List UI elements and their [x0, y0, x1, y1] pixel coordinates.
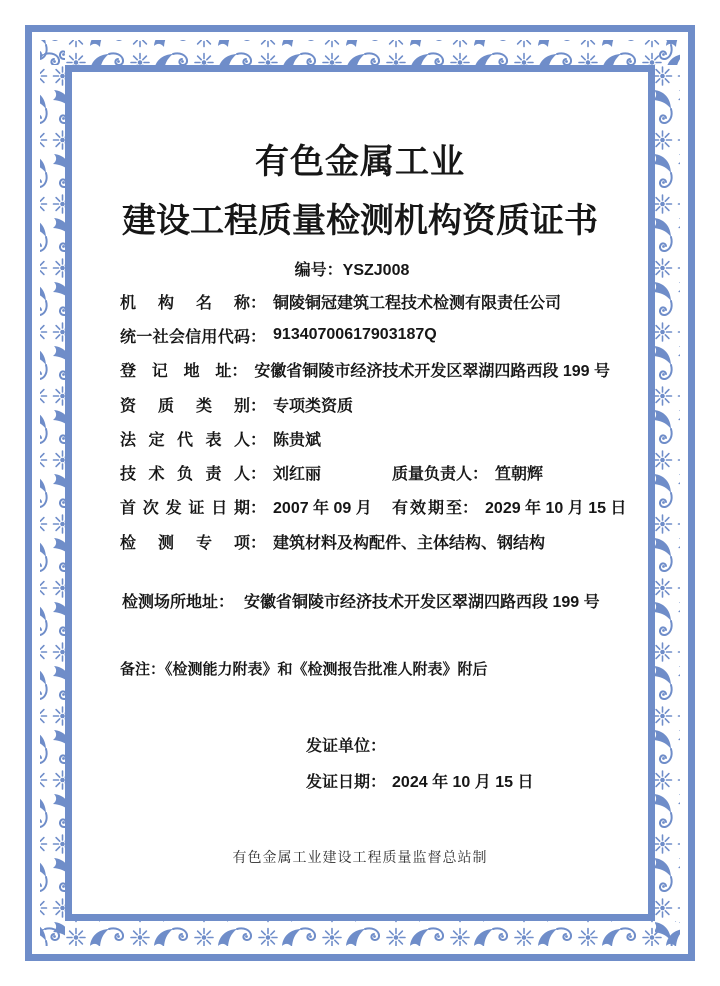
field-value: 安徽省铜陵市经济技术开发区翠湖四路西段 199 号 [244, 594, 600, 611]
issue-date-line: 发证日期： 2024 年 10 月 15 日 [306, 774, 534, 791]
issuer-line: 发证单位： [306, 738, 387, 755]
issue-date-value: 2024 年 10 月 15 日 [392, 774, 534, 791]
field-label: 首 次 发 证 日 期 [120, 500, 250, 518]
field-value: 2007 年 09 月 [273, 500, 372, 518]
field-label: 统 一 社 会 信 用 代 码 [120, 328, 250, 346]
field-label: 资 质 类 别 [120, 397, 250, 415]
field-row-org-name: 机 构 名 称 ： 铜陵铜冠建筑工程技术检测有限责任公司 [120, 284, 610, 318]
serial-number: YSZJ008 [342, 262, 410, 279]
field-col2-valid-until: 有 效 期 至 ： 2029 年 10 月 15 日 [392, 490, 626, 524]
field-label: 登 记 地 址 [120, 363, 232, 381]
field-row-qualification-type: 资 质 类 别 ： 专项类资质 [120, 387, 610, 421]
field-value: 陈贵斌 [273, 431, 322, 449]
field-label: 质量负责人 [392, 466, 473, 484]
remark-note: 备注：《检测能力附表》和《检测报告批准人附表》附后 [120, 661, 488, 678]
field-row-testing-specialties: 检 测 专 项 ： 建筑材料及构配件、主体结构、钢结构 [120, 524, 610, 558]
issuer-label: 发证单位 [306, 738, 371, 755]
page-subtitle: 建设工程质量检测机构资质证书 [122, 202, 598, 240]
field-value: 专项类资质 [273, 397, 354, 415]
field-row-legal-representative: 法 定 代 表 人 ： 陈贵斌 [120, 421, 610, 455]
testing-site-address-line: 检测场所地址： 安徽省铜陵市经济技术开发区翠湖四路西段 199 号 [122, 594, 600, 611]
page-title: 有色金属工业 [255, 143, 465, 181]
field-value: 安徽省铜陵市经济技术开发区翠湖四路西段 199 号 [254, 363, 610, 381]
serial-line [72, 257, 632, 280]
field-label: 检 测 专 项 [120, 534, 250, 552]
issue-date-label: 发证日期 [306, 774, 371, 791]
field-label: 有 效 期 至 [392, 500, 462, 518]
field-list [120, 284, 627, 558]
field-label: 检测场所地址 [122, 594, 219, 611]
serial-colon: ： [326, 262, 343, 279]
field-row-registered-address: 登 记 地 址 ： 安徽省铜陵市经济技术开发区翠湖四路西段 199 号 [120, 353, 610, 387]
field-value: 刘红丽 [273, 466, 322, 484]
field-value: 笪朝辉 [495, 466, 544, 484]
field-label: 技 术 负 责 人 [120, 466, 250, 484]
footer-imprint: 有色金属工业建设工程质量监督总站制 [232, 851, 488, 866]
field-label: 机 构 名 称 [120, 294, 250, 312]
field-value: 建筑材料及构配件、主体结构、钢结构 [273, 534, 546, 552]
field-value: 2029 年 10 月 15 日 [485, 500, 627, 518]
field-value: 91340700617903187Q [273, 326, 437, 344]
field-row-technical-lead: 技 术 负 责 人 ： 刘红丽 质量负责人 ： 笪朝辉 [120, 455, 610, 489]
field-label: 法 定 代 表 人 [120, 431, 250, 449]
field-row-first-issue-date: 首 次 发 证 日 期 ： 2007 年 09 月 有 效 期 至 ： 2029 年 10 月 15 日 [120, 490, 610, 524]
field-row-credit-code: 统 一 社 会 信 用 代 码 ： 91340700617903187Q [120, 318, 610, 352]
field-value: 铜陵铜冠建筑工程技术检测有限责任公司 [273, 294, 562, 312]
field-col2-quality-lead: 质量负责人 ： 笪朝辉 [392, 455, 543, 489]
serial-label: 编号 [294, 262, 327, 279]
